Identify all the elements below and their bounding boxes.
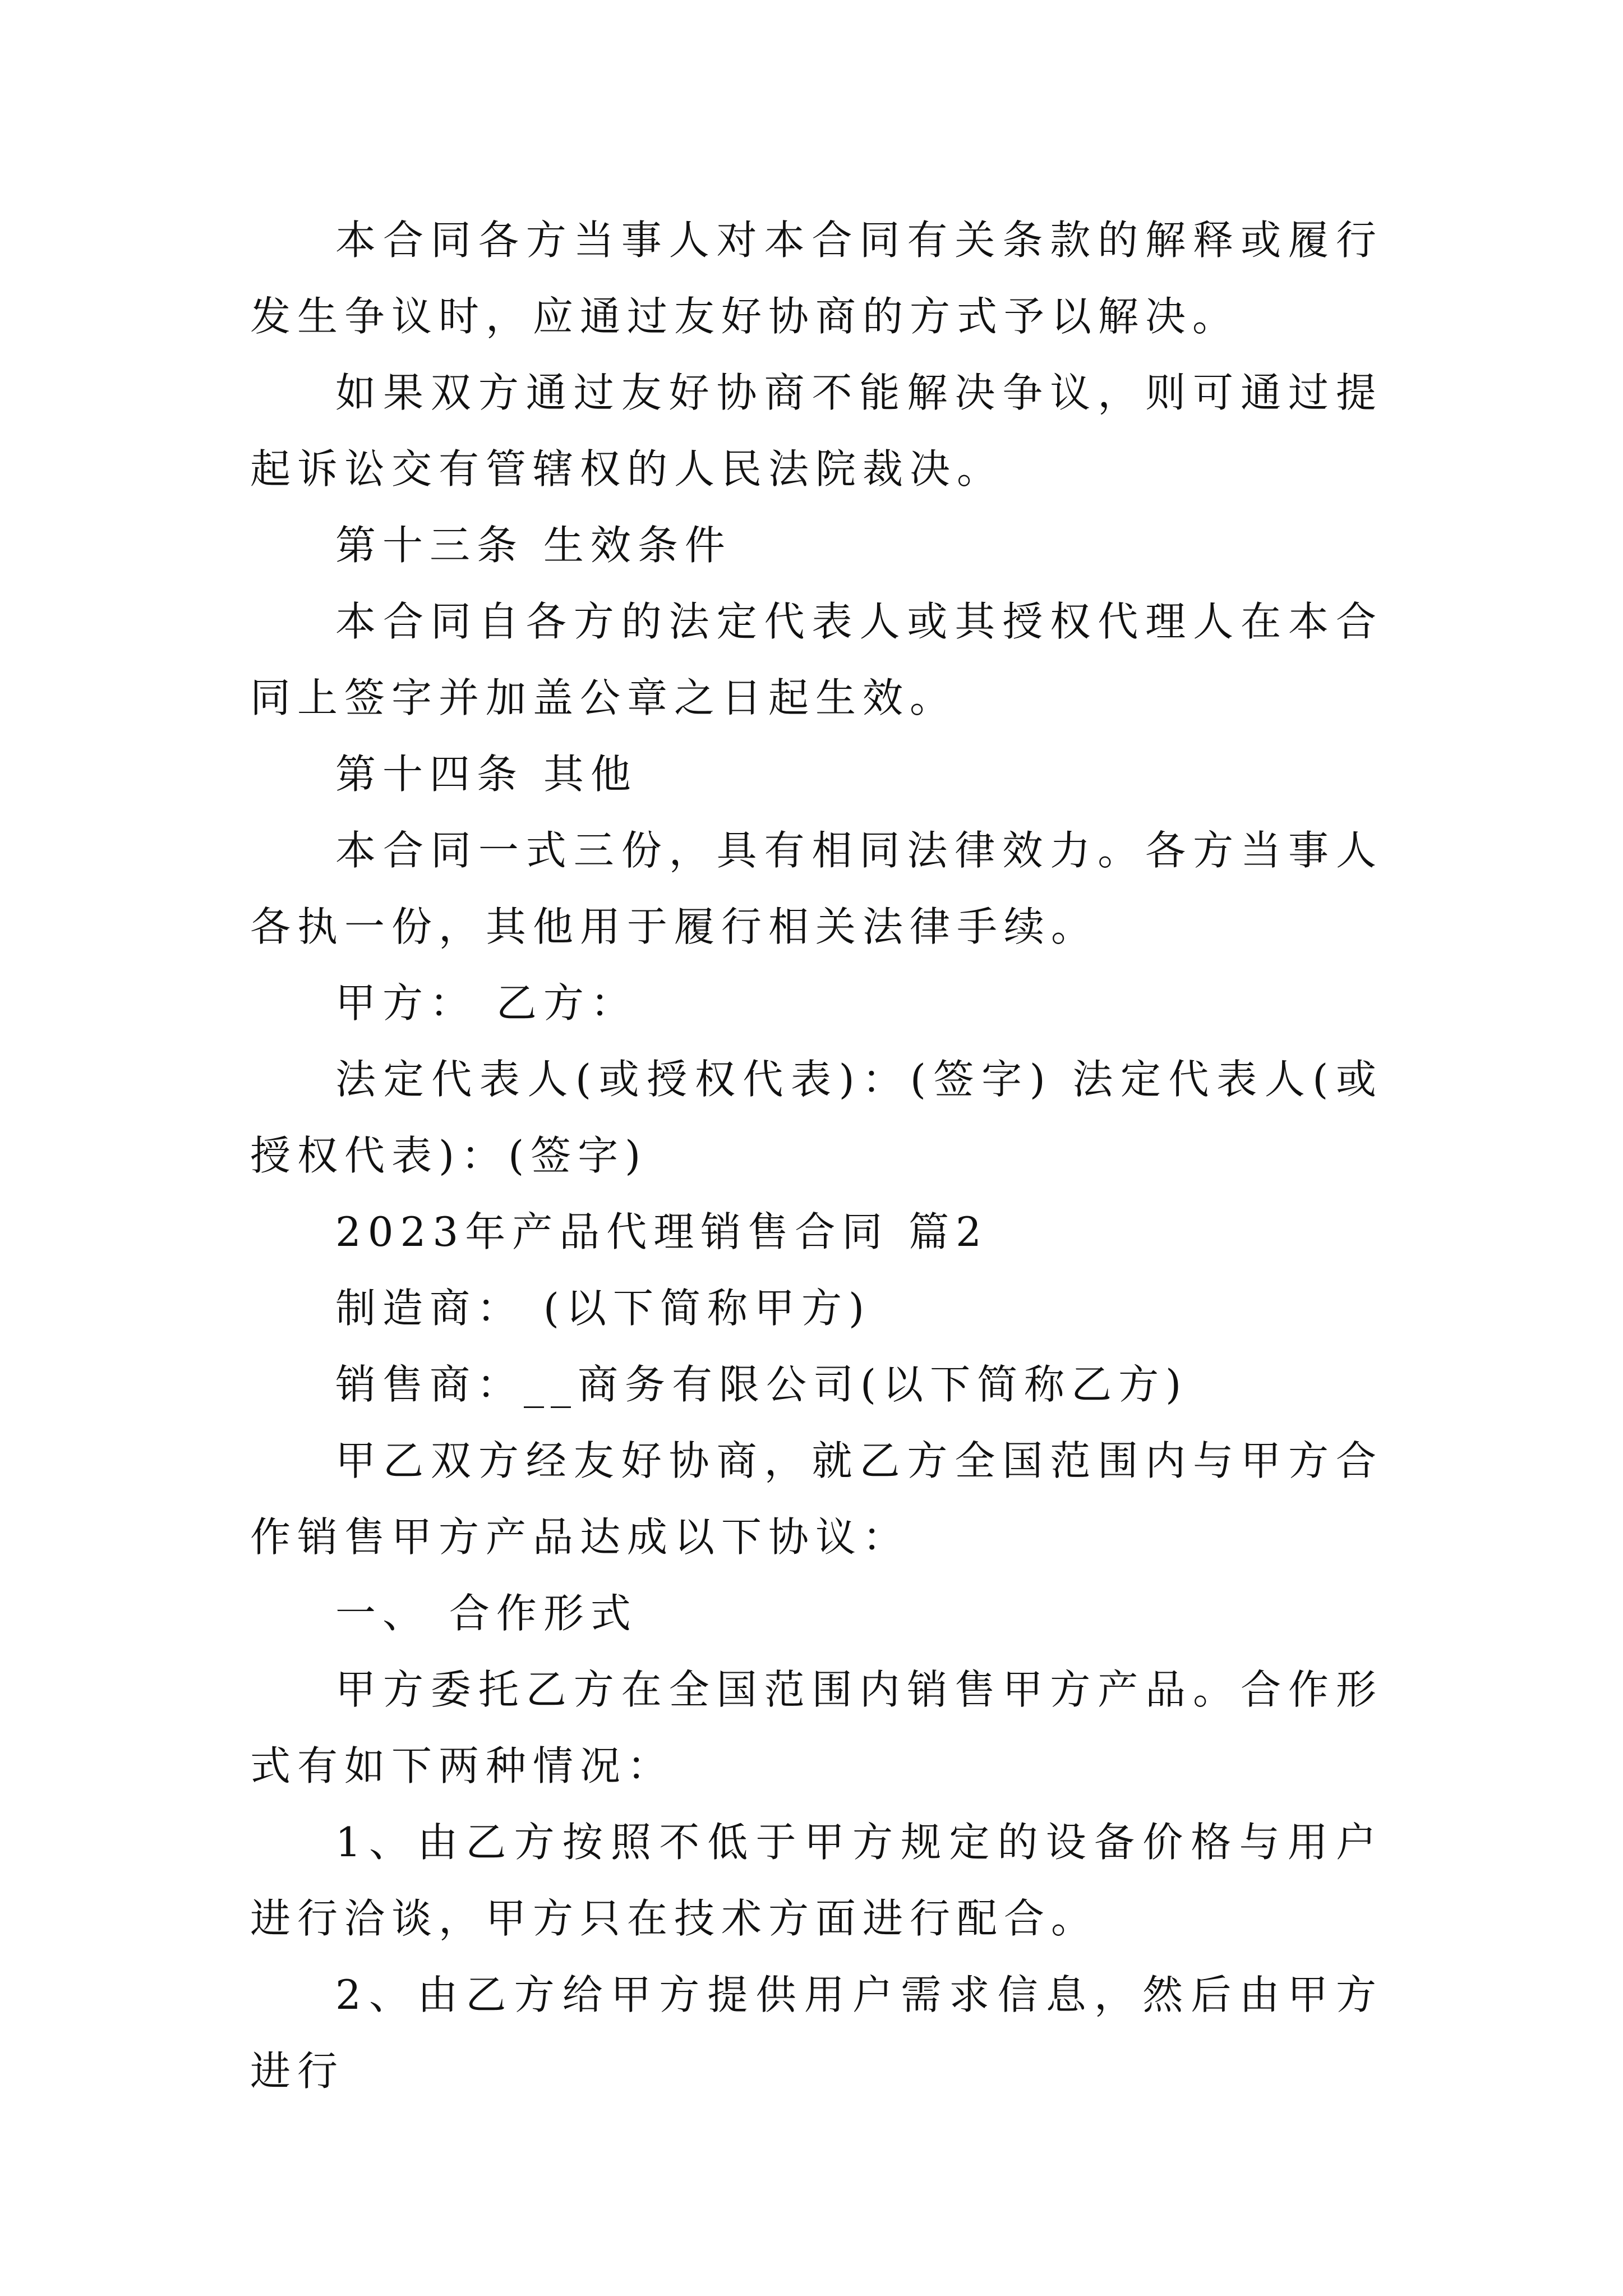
paragraph-copies: 本合同一式三份，具有相同法律效力。各方当事人各执一份，其他用于履行相关法律手续。 bbox=[250, 827, 1383, 950]
paragraph-dispute-resolution: 本合同各方当事人对本合同有关条款的解释或履行发生争议时，应通过友好协商的方式予以解决。 bbox=[250, 217, 1383, 340]
contract-2-title: 2023年产品代理销售合同 篇2 bbox=[335, 1208, 988, 1255]
parties-line: 甲方： 乙方： bbox=[335, 979, 638, 1027]
section-1-heading: 一、 合作形式 bbox=[335, 1590, 638, 1637]
paragraph-litigation: 如果双方通过友好协商不能解决争议，则可通过提起诉讼交有管辖权的人民法院裁决。 bbox=[250, 369, 1383, 493]
article-13-heading: 第十三条 生效条件 bbox=[335, 522, 732, 569]
list-item-2: 2、由乙方给甲方提供用户需求信息，然后由甲方进行 bbox=[250, 1971, 1383, 2095]
seller-line: 销售商：__商务有限公司(以下简称乙方) bbox=[335, 1361, 1188, 1408]
paragraph-cooperation-form: 甲方委托乙方在全国范围内销售甲方产品。合作形式有如下两种情况： bbox=[250, 1666, 1383, 1789]
paragraph-effective-condition: 本合同自各方的法定代表人或其授权代理人在本合同上签字并加盖公章之日起生效。 bbox=[250, 598, 1383, 721]
article-14-heading: 第十四条 其他 bbox=[335, 751, 638, 798]
list-item-1: 1、由乙方按照不低于甲方规定的设备价格与用户进行洽谈，甲方只在技术方面进行配合。 bbox=[250, 1819, 1383, 1942]
document-body bbox=[250, 202, 1383, 2109]
paragraph-agreement-intro: 甲乙双方经友好协商，就乙方全国范围内与甲方合作销售甲方产品达成以下协议： bbox=[250, 1437, 1383, 1561]
manufacturer-line: 制造商： (以下简称甲方) bbox=[335, 1285, 872, 1332]
signature-line: 法定代表人(或授权代表)：(签字) 法定代表人(或授权代表)：(签字) bbox=[250, 1056, 1383, 1179]
